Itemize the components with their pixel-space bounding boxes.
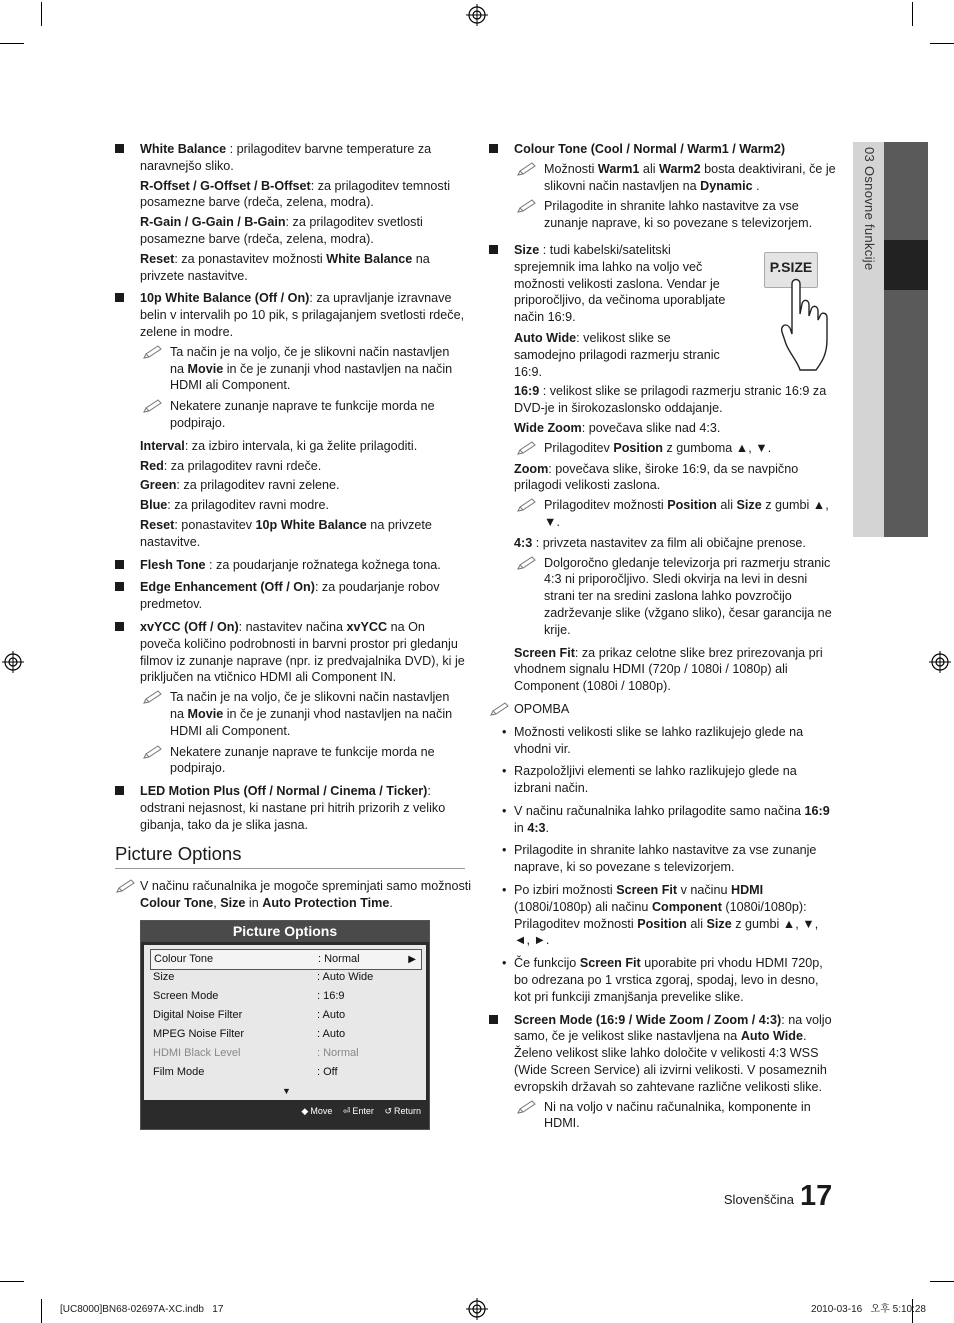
side-tab-marker bbox=[884, 240, 928, 290]
item-desc: : prilagoditev barvne temperature za naravnejšo sliko. bbox=[140, 142, 432, 173]
sub-label: R-Offset / G-Offset / B-Offset bbox=[140, 178, 311, 193]
registration-mark-icon bbox=[2, 651, 24, 673]
square-bullet-icon bbox=[115, 786, 124, 795]
note-pencil-icon bbox=[115, 878, 137, 894]
item-title: 10p White Balance (Off / On) bbox=[140, 291, 310, 306]
colour-tone-item: Colour Tone (Cool / Normal / Warm1 / Warm2) Možnosti Warm1 ali Warm2 bosta deaktivirani, če je slikovni način nastavljen na Dynamic . Prilagodite in shranite lahko nastavitve za vse zunanje naprave, ki so povezane s televizorjem. bbox=[489, 141, 837, 232]
crop-mark bbox=[912, 2, 913, 26]
opomba-title: OPOMBA bbox=[514, 701, 570, 716]
note: Ta način je na voljo, če je slikovni način nastavljen na Movie in če je zunanji vhod nastavljen na način HDMI ali Component. bbox=[140, 689, 465, 739]
crop-mark bbox=[41, 2, 42, 26]
note: Ta način je na voljo, če je slikovni način nastavljen na Movie in če je zunanji vhod nastavljen na način HDMI ali Component. bbox=[140, 344, 465, 394]
crop-mark bbox=[41, 1299, 42, 1323]
list-item: • Razpoložljivi elementi se lahko razlikujejo glede na izbrani način. bbox=[502, 764, 797, 796]
note-pencil-icon bbox=[142, 689, 164, 705]
section-heading: Picture Options bbox=[115, 842, 465, 869]
return-icon: ↺ bbox=[384, 1106, 392, 1117]
picture-options-intro: V načinu računalnika je mogoče spreminjati samo možnosti Colour Tone, Size in Auto Protection Time. bbox=[115, 878, 490, 912]
menu-row-digital-noise-filter[interactable]: Digital Noise Filter : Auto bbox=[153, 1009, 346, 1021]
list-item: • V načinu računalnika lahko prilagodite samo načina 16:9 in 4:3. bbox=[502, 803, 830, 835]
sub-desc: : za prilagoditev temnosti posamezne barve (rdeča, zelena, modra). bbox=[140, 178, 451, 210]
square-bullet-icon bbox=[489, 144, 498, 153]
side-tab-dark bbox=[884, 142, 928, 537]
square-bullet-icon bbox=[489, 245, 498, 254]
menu-row-colour-tone[interactable]: Colour Tone : Normal ▶ bbox=[150, 949, 422, 970]
note: Prilagoditev Position z gumboma ▲, ▼. bbox=[514, 440, 837, 457]
footer-file: [UC8000]BN68-02697A-XC.indb 17 bbox=[60, 1304, 224, 1315]
item-desc: : za upravljanje izravnave belin v intervalih po 10 pik, s prilagajanjem svetlosti rdeče, zelene in modre. bbox=[140, 291, 465, 339]
registration-mark-icon bbox=[466, 4, 488, 26]
picture-options-menu bbox=[140, 920, 430, 1130]
list-item: • Po izbiri možnosti Screen Fit v načinu HDMI (1080i/1080p) ali načinu Component (1080i/1080p): Prilagoditev možnosti Position ali Size z gumbi ▲, ▼, ◄, ►. bbox=[502, 883, 819, 948]
page-number: 17 bbox=[800, 1180, 833, 1212]
note: Nekatere zunanje naprave te funkcije morda ne podpirajo. bbox=[140, 744, 465, 778]
square-bullet-icon bbox=[115, 144, 124, 153]
note: Ni na voljo v načinu računalnika, komponente in HDMI. bbox=[514, 1099, 837, 1133]
note: Nekatere zunanje naprave te funkcije morda ne podpirajo. bbox=[140, 398, 465, 432]
menu-footer: ◆ Move ⏎ Enter ↺ Return bbox=[301, 1106, 421, 1117]
sub-label: R-Gain / G-Gain / B-Gain bbox=[140, 215, 286, 230]
crop-mark bbox=[930, 43, 954, 44]
hand-pointer-icon bbox=[778, 274, 842, 374]
note-pencil-icon bbox=[516, 440, 538, 456]
square-bullet-icon bbox=[489, 1015, 498, 1024]
square-bullet-icon bbox=[115, 560, 124, 569]
screen-mode-item: Screen Mode (16:9 / Wide Zoom / Zoom / 4:3): na voljo samo, če je velikost slike nastavljena na Auto Wide. Želeno velikost slike lahko določite v velikosti 4:3 WSS (Wide Screen Service) ali izvirni velikosti. V posameznih evropskih državah so zahtevane različne velikosti slike. Ni na voljo v načinu računalnika, komponente in HDMI. bbox=[489, 1012, 837, 1133]
opomba-section bbox=[489, 701, 837, 1006]
note-pencil-icon bbox=[142, 344, 164, 360]
menu-title: Picture Options bbox=[141, 921, 429, 942]
xvycc-item: xvYCC (Off / On): nastavitev načina xvYCC na On poveča količino podrobnosti in barvni prostor pri gledanju filmov iz zunanje naprave (npr. iz predvajalnika DVD), ki je priključen na vtičnico HDMI ali Component IN. Ta način je na voljo, če je slikovni način nastavljen na Movie in če je zunanji vhod nastavljen na način HDMI ali Component. Nekatere zunanje naprave te funkcije morda ne podpirajo. bbox=[115, 619, 465, 777]
note-pencil-icon bbox=[516, 198, 538, 214]
note-pencil-icon bbox=[142, 744, 164, 760]
square-bullet-icon bbox=[115, 293, 124, 302]
enter-icon: ⏎ bbox=[342, 1106, 351, 1117]
note-pencil-icon bbox=[516, 1099, 538, 1115]
square-bullet-icon bbox=[115, 622, 124, 631]
10p-white-balance-item: 10p White Balance (Off / On): za upravljanje izravnave belin v intervalih po 10 pik, s prilagajanjem svetlosti rdeče, zelene in modre. Ta način je na voljo, če je slikovni način nastavljen na Movie in če je zunanji vhod nastavljen na način HDMI ali Component. Nekatere zunanje naprave te funkcije morda ne podpirajo. Interval: za izbiro intervala, ki ga želite prilagoditi. Red: za prilagoditev ravni rdeče. Green: za prilagoditev ravni zelene. Blue: za prilagoditev ravni modre. Reset: ponastavitev 10p White Balance na privzete nastavitve. bbox=[115, 290, 465, 550]
menu-row-hdmi-black-level: HDMI Black Level : Normal bbox=[153, 1047, 359, 1059]
note: Prilagodite in shranite lahko nastavitve za vse zunanje naprave, ki so povezane s televizorjem. bbox=[514, 198, 837, 232]
menu-body bbox=[144, 945, 426, 1100]
sub-desc: : za ponastavitev možnosti bbox=[174, 251, 327, 266]
note-pencil-icon bbox=[516, 497, 538, 513]
crop-mark bbox=[930, 1281, 954, 1282]
registration-mark-icon bbox=[466, 1298, 488, 1320]
note: Dolgoročno gledanje televizorja pri razmerju stranic 4:3 ni priporočljivo. Sledi okvirja na levi in desni strani ter na sredini zaslona lahko povzročijo zadrževanje slike (vžgano sliko), česar garancija ne krije. bbox=[514, 555, 837, 639]
square-bullet-icon bbox=[115, 582, 124, 591]
sub-desc: : za prilagoditev svetlosti posamezne barve (rdeča, zelena, modra). bbox=[140, 215, 423, 246]
note: Prilagoditev možnosti Position ali Size z gumbi ▲, ▼. bbox=[514, 497, 837, 531]
menu-row-film-mode[interactable]: Film Mode : Off bbox=[153, 1066, 338, 1078]
list-item: • Če funkcijo Screen Fit uporabite pri vhodu HDMI 720p, bo odrezana po 1 vrstica zgoraj, spodaj, levo in desno, kot pri funkciji zmanjšanja prevelike slike. bbox=[502, 956, 823, 1004]
note-pencil-icon bbox=[489, 701, 511, 717]
move-icon: ◆ bbox=[301, 1106, 309, 1117]
scroll-down-icon[interactable]: ▼ bbox=[282, 1086, 291, 1096]
crop-mark bbox=[0, 1281, 24, 1282]
note-pencil-icon bbox=[142, 398, 164, 414]
arrow-right-icon: ▶ bbox=[408, 954, 416, 965]
crop-mark bbox=[0, 43, 24, 44]
note: Možnosti Warm1 ali Warm2 bosta deaktivirani, če je slikovni način nastavljen na Dynamic . bbox=[514, 161, 837, 195]
led-motion-plus-item: LED Motion Plus (Off / Normal / Cinema / Ticker): odstrani nejasnost, ki nastane pri hitrih prizorih z veliko gibanja, tako da je slika jasna. bbox=[115, 783, 465, 833]
sub-label: Reset bbox=[140, 251, 175, 266]
psize-button: P.SIZE bbox=[762, 252, 820, 290]
menu-row-screen-mode[interactable]: Screen Mode : 16:9 bbox=[153, 990, 345, 1002]
size-item: Size : tudi kabelski/satelitski sprejemnik ima lahko na voljo več možnosti velikosti zaslona. Vendar je priporočljivo, da večinoma uporabljate način 16:9. Auto Wide: velikost slike se samodejno prilagodi razmerju stranic 16:9. 16:9 : velikost slike se prilagodi razmerju stranic 16:9 za DVD-je in širokozaslonsko oddajanje. Wide Zoom: povečava slike nad 4:3. Prilagoditev Position z gumboma ▲, ▼. Zoom: povečava slike, široke 16:9, da se navpično prilagodi velikosti zaslona. Prilagoditev možnosti Position ali Size z gumbi ▲, ▼. 4:3 : privzeta nastavitev za film ali običajne prenose. Dolgoročno gledanje televizorja pri razmerju stranic 4:3 ni priporočljivo. Sledi okvirja na levi in desni strani ter na sredini zaslona lahko povzročijo zadrževanje slike (vžgano sliko), česar garancija ne krije. Screen Fit: za prikaz celotne slike brez prirezovanja pri vhodnem signalu HDMI (720p / 1080i / 1080p) ali Component (1080i / 1080p). bbox=[489, 242, 837, 695]
sub-desc-bold: White Balance bbox=[326, 251, 413, 266]
footer-date: 2010-03-16 오후 5:10:28 bbox=[811, 1304, 926, 1315]
list-item: • Prilagodite in shranite lahko nastavitve za vse zunanje naprave, ki so povezane s televizorjem. bbox=[502, 843, 817, 875]
flesh-tone-item: Flesh Tone : za poudarjanje rožnatega kožnega tona. bbox=[115, 557, 465, 574]
item-title: White Balance bbox=[140, 142, 227, 156]
edge-enhancement-item: Edge Enhancement (Off / On): za poudarjanje robov predmetov. bbox=[115, 579, 465, 613]
menu-row-size[interactable]: Size : Auto Wide bbox=[153, 971, 374, 983]
list-item: • Možnosti velikosti slike se lahko razlikujejo glede na vhodni vir. bbox=[502, 724, 804, 756]
footer-language: Slovenščina bbox=[723, 1192, 794, 1207]
white-balance-item bbox=[115, 141, 465, 284]
sub-desc: na privzete nastavitve. bbox=[140, 251, 430, 283]
note-pencil-icon bbox=[516, 161, 538, 177]
side-tab-label: 03 Osnovne funkcije bbox=[861, 147, 877, 271]
registration-mark-icon bbox=[929, 651, 951, 673]
note-pencil-icon bbox=[516, 555, 538, 571]
left-column bbox=[115, 141, 465, 839]
menu-row-mpeg-noise-filter[interactable]: MPEG Noise Filter : Auto bbox=[153, 1028, 346, 1040]
